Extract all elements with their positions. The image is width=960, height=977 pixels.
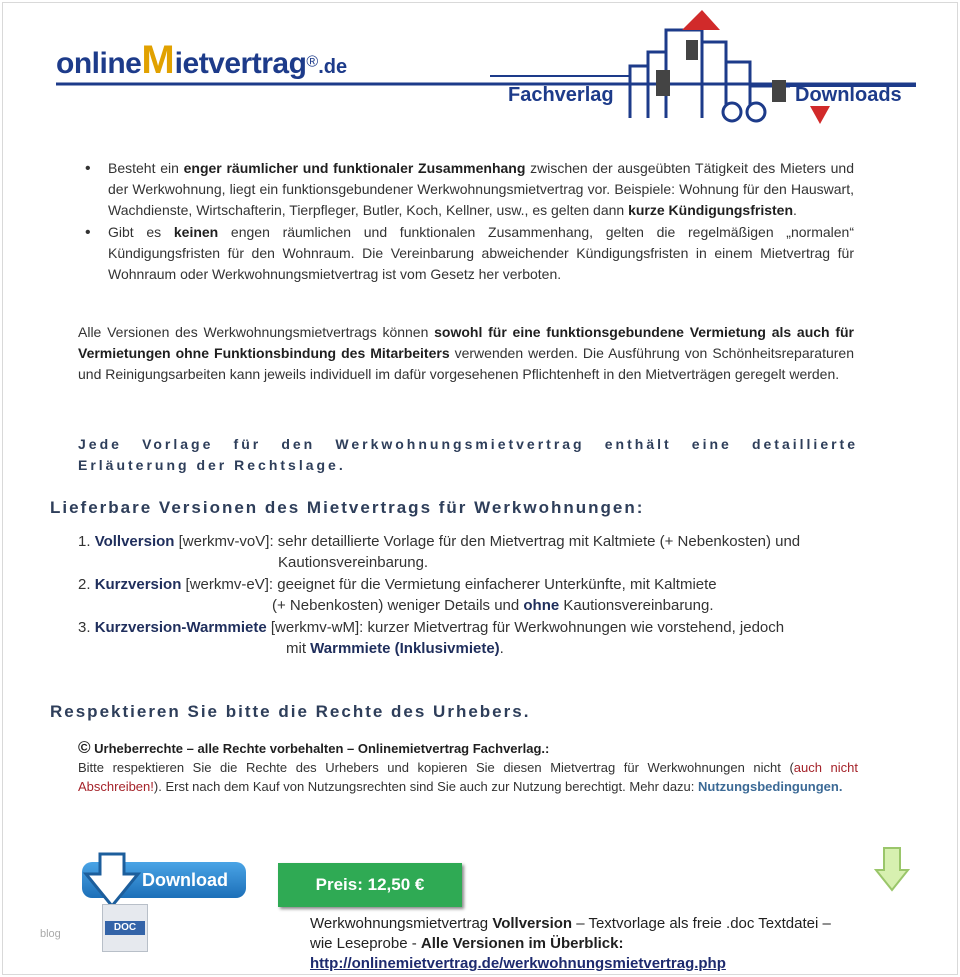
version-item-continuation: Kautionsvereinbarung. xyxy=(278,554,429,571)
wheel-icon xyxy=(723,103,741,121)
price-button[interactable]: Preis: 12,50 € xyxy=(278,863,462,907)
logo-rest-text: ietvertrag xyxy=(174,47,307,80)
doc-file-icon xyxy=(102,904,148,952)
copyright-icon: © xyxy=(78,738,91,757)
download-description: Werkwohnungsmietvertrag Vollversion – Textvorlage als freie .doc Textdatei – wie Leseprobe - Alle Versionen im Überblick: http://onlinemietvertrag.de/werkwohnungsmietvertrag.php xyxy=(310,915,831,972)
fachverlag-label: Fachverlag xyxy=(508,84,614,106)
download-button-label: Download xyxy=(142,870,228,890)
roof-red-icon xyxy=(682,10,720,30)
down-arrow-green-icon xyxy=(874,846,910,894)
buildings-icon xyxy=(630,30,790,118)
version-item-continuation: (+ Nebenkosten) weniger Details und ohne Kautionsvereinbarung. xyxy=(272,597,714,614)
page-frame xyxy=(2,2,958,975)
bullet-item: • Gibt es keinen engen räumlichen und funktionalen Zusammenhang, gelten die regelmäßigen „normalen“ Kündigungsfristen für den Wohnraum. Die Vereinbarung abweichender Kündigungsfristen in einem Mietvertrag für Wohnraum oder Werkwohnungsmietvertrag ist vom Gesetz her verboten. xyxy=(78,222,854,285)
copyright-block xyxy=(78,738,858,796)
version-item-kurzversion: 2. Kurzversion [werkmv-eV]: geeignet für die Vermietung einfacherer Unterkünfte, mit Kaltmiete xyxy=(78,576,717,593)
downloads-label: Downloads xyxy=(795,84,902,106)
version-item-warmmiete: 3. Kurzversion-Warmmiete [werkmv-wM]: kurzer Mietvertrag für Werkwohnungen wie vorstehend, jedoch xyxy=(78,619,785,636)
blog-watermark: blog xyxy=(40,928,61,940)
legal-note: Jede Vorlage für den Werkwohnungsmietvertrag enthält eine detaillierte Erläuterung der Rechtslage. xyxy=(78,436,858,473)
download-arrow-icon xyxy=(82,852,142,912)
bullet-section xyxy=(78,158,854,285)
download-arrow-red-icon xyxy=(810,106,830,124)
overview-link[interactable]: http://onlinemietvertrag.de/werkwohnungsmietvertrag.php xyxy=(310,955,726,972)
logo-domain: .de xyxy=(318,56,348,78)
copyright-title: © Urheberrechte – alle Rechte vorbehalten – Onlinemietvertrag Fachverlag.: xyxy=(78,738,550,757)
version-item-continuation: mit Warmmiete (Inklusivmiete). xyxy=(286,640,504,657)
versions-paragraph: Alle Versionen des Werkwohnungsmietvertrags können sowohl für eine funktionsgebundene Vermietung als auch für Vermietungen ohne Funktionsbindung des Mitarbeiters verwenden werden. Die Ausführung von Schönheitsreparaturen und Reinigungsarbeiten kann jeweils individuell im dafür vorgesehenen Pflichtenheft in den Mietverträgen geregelt werden. xyxy=(78,324,855,382)
rights-heading: Respektieren Sie bitte die Rechte des Urhebers. xyxy=(50,702,531,721)
logo-registered: ® xyxy=(306,53,319,71)
logo-online-text: online xyxy=(56,47,142,80)
doc-file-label: DOC xyxy=(105,921,145,935)
bullet-item: • Besteht ein enger räumlicher und funktionaler Zusammenhang zwischen der ausgeübten Tätigkeit des Mieters und der Werkwohnung, liegt ein funktionsgebundener Werkwohnungsmietvertrag vor. Beispiele: Wohnung für den Hauswart, Wachdienste, Wirtschafterin, Tierpfleger, Butler, Koch, Kellner, usw., es gelten dann kurze Kündigungsfristen. xyxy=(78,158,854,221)
version-item-vollversion: 1. Vollversion [werkmv-voV]: sehr detaillierte Vorlage für den Mietvertrag mit Kaltmiete (+ Nebenkosten) und xyxy=(78,533,801,550)
versions-heading: Lieferbare Versionen des Mietvertrags für Werkwohnungen: xyxy=(50,498,645,517)
window-dark-icon xyxy=(656,70,670,96)
logo-m-letter: M xyxy=(141,38,175,82)
copyright-text: Bitte respektieren Sie die Rechte des Urhebers und kopieren Sie diesen Mietvertrag für Werkwohnungen nicht (auch nicht Abschreiben!). Erst nach dem Kauf von Nutzungsrechten sind Sie auch zur Nutzung berechtigt. Mehr dazu: Nutzungsbedingungen. xyxy=(78,760,858,794)
header-graphic xyxy=(50,6,920,130)
terms-link[interactable]: Nutzungsbedingungen xyxy=(698,779,839,794)
versions-list xyxy=(78,531,878,659)
